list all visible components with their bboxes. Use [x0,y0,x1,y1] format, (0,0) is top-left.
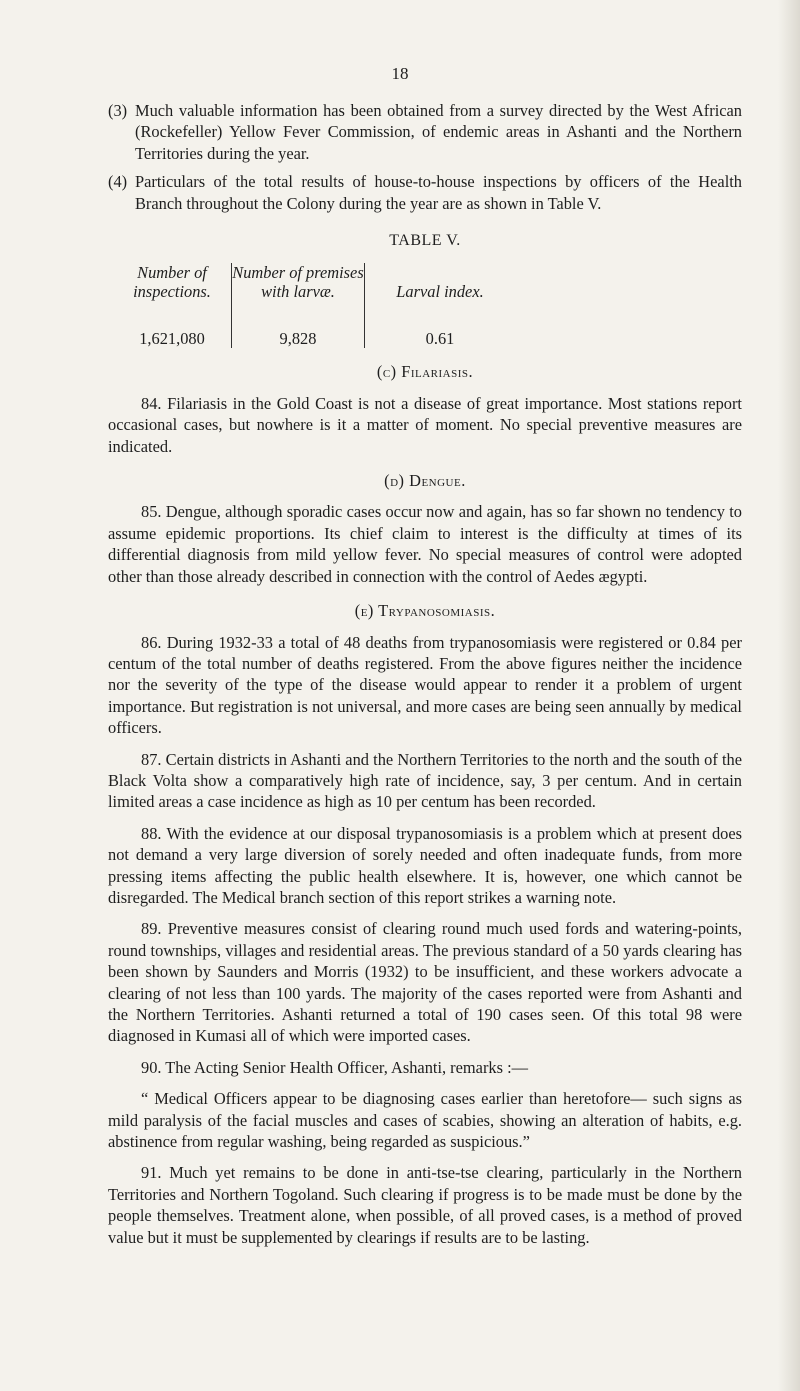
numbered-item-3 [108,100,742,164]
table-header-larval-index-text: Larval index. [396,282,484,302]
item-text: Much valuable information has been obtained from a survey directed by the West African (Rockefeller) Yellow Fever Commission, of endemic areas in Ashanti and the Northern Territories during the year. [135,101,742,163]
quotation: “ Medical Officers appear to be diagnosing cases earlier than heretofore— such signs as mild paralysis of the facial muscles and cases of scabies, showing an alteration of habits, e.g. abstinence from regular washing, being regarded as suspicious.” [108,1089,742,1152]
page-edge-shadow [778,0,800,1391]
paragraph-84: 84. Filariasis in the Gold Coast is not a disease of great importance. Most stations report occasional cases, but nowhere is it a matter of moment. No special preventive measures are indicated. [108,393,742,456]
paragraph-87: 87. Certain districts in Ashanti and the Northern Territories to the north and the south of the Black Volta show a comparatively high rate of incidence, say, 3 per centum. And in certain limited areas a case incidence as high as 10 per centum has been recorded. [108,749,742,812]
table-title: TABLE V. [389,232,461,250]
paragraph-85: 85. Dengue, although sporadic cases occur now and again, has so far shown no tendency to assume epidemic proportions. Its chief claim to interest is the difficulty at times of its differential diagnosis from mild yellow fever. No special measures of control were adopted other than those already described in connection with the control of Aedes ægypti. [108,502,742,586]
numbered-item-4 [108,171,742,214]
table-header-premises: Number of premises with larvæ. [232,263,364,302]
paragraph-86: 86. During 1932-33 a total of 48 deaths from trypanosomiasis were registered or 0.84 per centum of the total number of deaths registered. From the above figures neither the incidence nor the severity of the type of the disease would appear to render it a problem of urgent importance. But registration is not universal, and more cases are being seen annually by medical officers. [108,632,742,738]
section-heading-filariasis: (c) Filariasis. [376,362,474,382]
section-heading-trypanosomiasis: (e) Trypanosomiasis. [354,601,496,621]
item-text: Particulars of the total results of house-to-house inspections by officers of the Health Branch throughout the Colony during the year are as shown in Table V. [135,172,742,213]
table-header-inspections: Number of inspections. [133,263,211,302]
page-number: 18 [391,64,409,83]
paragraph-89: 89. Preventive measures consist of clearing round much used fords and watering-points, round townships, villages and residential areas. The previous standard of a 50 yards clearing has been shown by Saunders and Morris (1932) to be insufficient, and these workers advocate a clearing of not less than 100 yards. The majority of the cases reported were from Ashanti and the Northern Territories. Ashanti returned a total of 190 cases seen. Of this total 98 were diagnosed in Kumasi all of which were imported cases. [108,919,742,1046]
paragraph-91: 91. Much yet remains to be done in anti-tse-tse clearing, particularly in the Northern Territories and Northern Togoland. Such clearing if progress is to be made must be done by the people themselves. Treatment alone, when possible, of all proved cases, is a method of proved value but it must be supplemented by clearings if results are to be lasting. [108,1163,742,1247]
table-v [113,263,613,348]
table-column-premises [231,263,365,348]
table-column-inspections [113,263,231,348]
item-number: (4) [108,172,128,192]
table-cell-inspections: 1,621,080 [139,329,205,349]
table-header-larval-index [365,263,515,329]
paragraph-90: 90. The Acting Senior Health Officer, Ashanti, remarks :— [141,1057,529,1077]
table-cell-larval-index: 0.61 [425,329,455,349]
section-heading-dengue: (d) Dengue. [384,471,466,491]
paragraph-88: 88. With the evidence at our disposal trypanosomiasis is a problem which at present does not demand a very large diversion of sorely needed and often inadequate funds, from more pressing items affecting the public health elsewhere. It is, however, one which cannot be disregarded. The Medical branch section of this report strikes a warning note. [108,823,742,907]
item-number: (3) [108,101,128,120]
table-column-larval-index [365,263,515,348]
document-body [108,100,742,1258]
table-cell-premises: 9,828 [279,329,317,349]
